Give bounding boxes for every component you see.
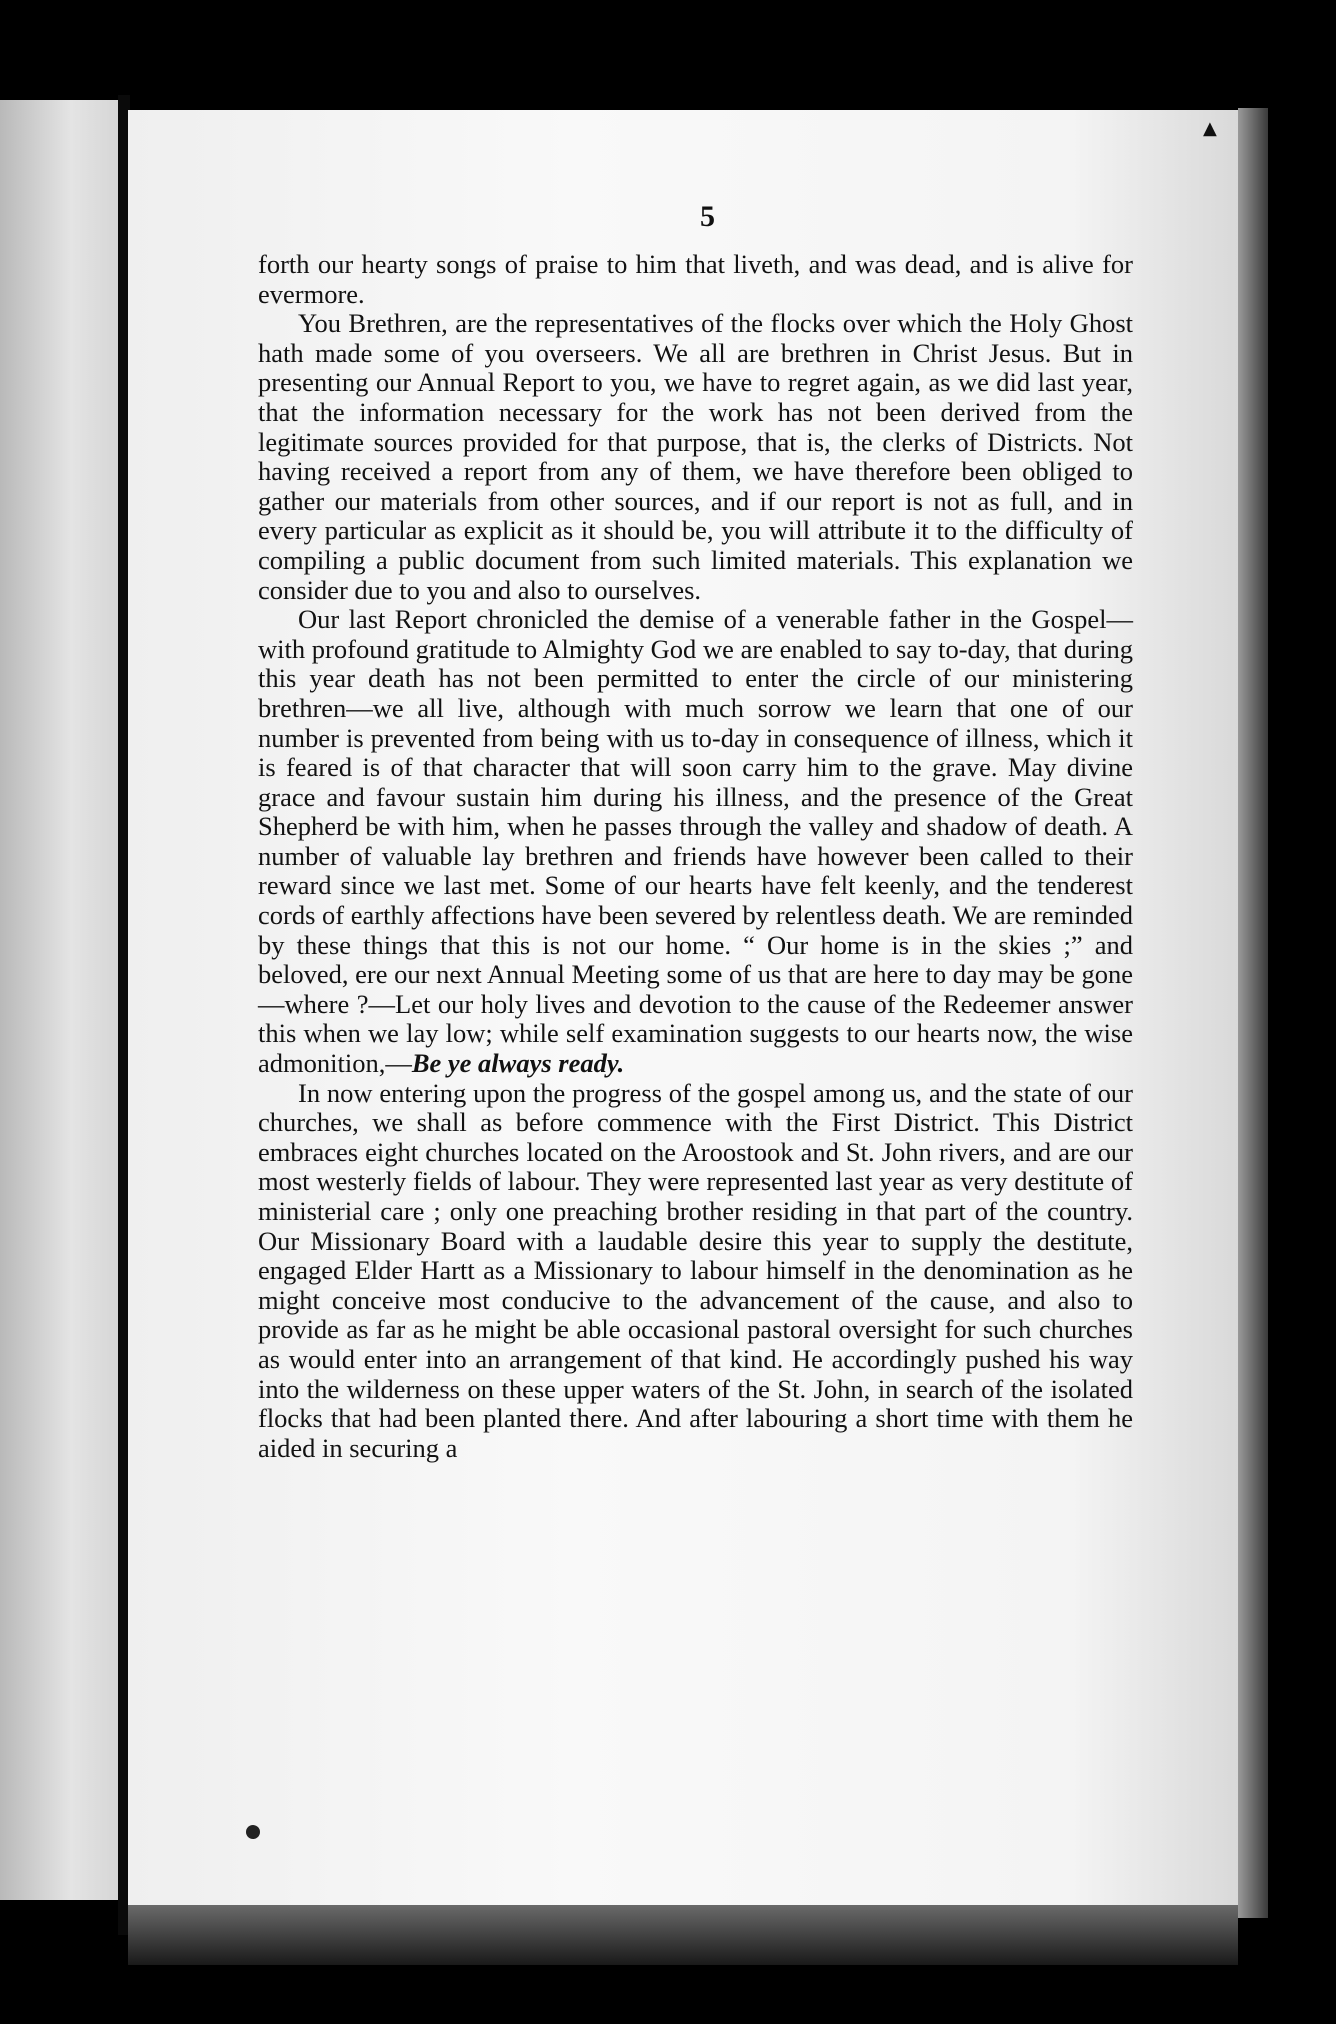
admonition-italic: Be ye always ready. [411, 1048, 625, 1079]
corner-mark-icon: ▲ [1203, 118, 1217, 139]
paragraph-last-report [258, 605, 1133, 1079]
paragraph-continuation: forth our hearty songs of praise to him that liveth, and was dead, and is alive for evermore. [258, 249, 1133, 309]
ink-blot [246, 1825, 260, 1839]
page-bottom-shadow [128, 1905, 1238, 1965]
paragraph-first-district: In now entering upon the progress of the gospel among us, and the state of our churches, we shall as before commence with the First District. This District embraces eight churches located on the Aroostook and St. John rivers, and are our most westerly fields of labour. They were represented last year as very destitute of ministerial care ; only one preaching brother residing in that part of the country. Our Missionary Board with a laudable desire this year to supply the destitute, engaged Elder Hartt as a Missionary to labour himself in the denomination as he might conceive most conducive to the advancement of the cause, and also to provide as far as he might be able occasional pastoral oversight for such churches as would enter into an arrangement of that kind. He accordingly pushed his way into the wilderness on these upper waters of the St. John, in search of the isolated flocks that had been planted there. And after labouring a short time with them he aided in securing a [258, 1077, 1133, 1463]
page-edge-shadow [1238, 108, 1268, 1918]
paragraph-brethren: You Brethren, are the representatives of the flocks over which the Holy Ghost hath made some of you overseers. We all are brethren in Christ Jesus. But in presenting our Annual Report to you, we have to regret again, as we did last year, that the information necessary for the work has not been derived from the legitimate sources provided for that purpose, that is, the clerks of Districts. Not having received a report from any of them, we have therefore been obliged to gather our materials from other sources, and if our report is not as full, and in every particular as explicit as it should be, you will attribute it to the difficulty of compiling a public document from such limited materials. This explanation we consider due to you and also to ourselves. [258, 308, 1133, 605]
body-text [258, 250, 1133, 1463]
facing-page-edge [0, 100, 118, 1900]
page-number: 5 [700, 200, 715, 233]
paragraph-last-report-text: Our last Report chronicled the demise of a venerable father in the Gospel—with profound gratitude to Almighty God we are enabled to say to-day, that during this year death has not been permitted to enter the circle of our ministering brethren—we all live, although with much sorrow we learn that one of our number is prevented from being with us to-day in consequence of illness, which it is feared is of that character that will soon carry him to the grave. May divine grace and favour sustain him during his illness, and the presence of the Great Shepherd be with him, when he passes through the valley and shadow of death. A number of valuable lay brethren and friends have however been called to their reward since we last met. Some of our hearts have felt keenly, and the tenderest cords of earthly affections have been severed by relentless death. We are reminded by these things that this is not our home. “ Our home is in the skies ;” and beloved, ere our next Annual Meeting some of us that are here to day may be gone—where ?—Let our holy lives and devotion to the cause of the Redeemer answer this when we lay low; while self examination suggests to our hearts now, the wise admonition,— [258, 604, 1133, 1079]
